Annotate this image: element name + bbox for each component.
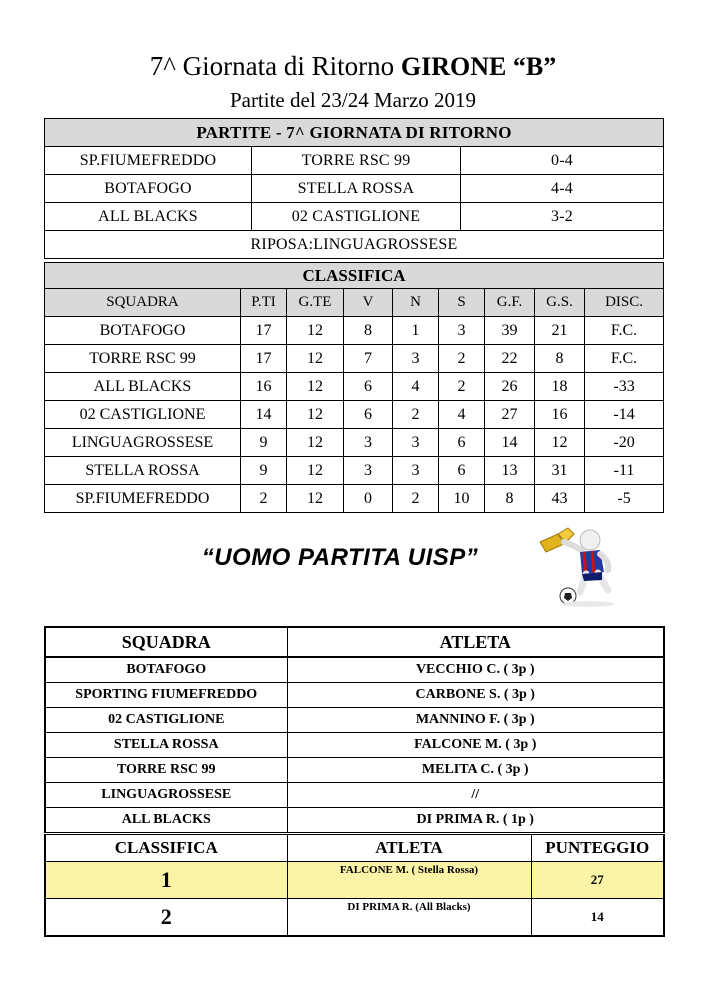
award-row xyxy=(45,657,664,683)
matches-heading: PARTITE - 7^ GIORNATA DI RITORNO xyxy=(45,119,664,147)
standings-cell: 4 xyxy=(393,373,439,401)
standings-cell: 10 xyxy=(439,485,485,513)
ranking-col-rank: CLASSIFICA xyxy=(45,835,287,862)
ranking-col-score: PUNTEGGIO xyxy=(531,835,664,862)
standings-cell: 12 xyxy=(287,373,344,401)
award-team: BOTAFOGO xyxy=(45,657,287,683)
award-player: FALCONE M. ( 3p ) xyxy=(287,733,664,758)
match-home: ALL BLACKS xyxy=(45,203,252,231)
match-home: SP.FIUMEFREDDO xyxy=(45,147,252,175)
award-ranking-table xyxy=(44,834,665,937)
page-title xyxy=(0,50,706,83)
standings-cell: 2 xyxy=(393,485,439,513)
standings-cell: 12 xyxy=(287,317,344,345)
standings-col-header: V xyxy=(344,289,393,317)
standings-cell: 3 xyxy=(393,429,439,457)
standings-cell: 13 xyxy=(485,457,535,485)
standings-cell: -33 xyxy=(585,373,664,401)
standings-row xyxy=(45,317,664,345)
standings-cell: 2 xyxy=(439,345,485,373)
standings-cell: 21 xyxy=(535,317,585,345)
standings-col-header: G.F. xyxy=(485,289,535,317)
ranking-position: 2 xyxy=(45,899,287,937)
standings-cell: 39 xyxy=(485,317,535,345)
standings-cell: 8 xyxy=(535,345,585,373)
standings-row xyxy=(45,401,664,429)
matches-table xyxy=(44,118,664,259)
standings-row xyxy=(45,373,664,401)
match-row xyxy=(45,203,664,231)
standings-cell: 2 xyxy=(393,401,439,429)
standings-cell: 12 xyxy=(287,457,344,485)
standings-team: LINGUAGROSSESE xyxy=(45,429,241,457)
standings-col-header: N xyxy=(393,289,439,317)
ranking-row xyxy=(45,862,664,899)
ranking-score: 14 xyxy=(531,899,664,937)
match-away: 02 CASTIGLIONE xyxy=(252,203,461,231)
standings-cell: 6 xyxy=(344,401,393,429)
standings-cell: -14 xyxy=(585,401,664,429)
standings-team: SP.FIUMEFREDDO xyxy=(45,485,241,513)
award-col-team: SQUADRA xyxy=(45,627,287,657)
standings-cell: 8 xyxy=(485,485,535,513)
standings-cell: 27 xyxy=(485,401,535,429)
standings-cell: 6 xyxy=(439,457,485,485)
standings-cell: 12 xyxy=(535,429,585,457)
standings-cell: 14 xyxy=(485,429,535,457)
standings-cell: 6 xyxy=(439,429,485,457)
award-row xyxy=(45,708,664,733)
standings-cell: 43 xyxy=(535,485,585,513)
standings-row xyxy=(45,457,664,485)
standings-cell: 6 xyxy=(344,373,393,401)
standings-cell: 16 xyxy=(535,401,585,429)
award-col-player: ATLETA xyxy=(287,627,664,657)
award-player: MANNINO F. ( 3p ) xyxy=(287,708,664,733)
standings-cell: -11 xyxy=(585,457,664,485)
award-player: // xyxy=(287,783,664,808)
standings-cell: 3 xyxy=(344,457,393,485)
standings-col-header: S xyxy=(439,289,485,317)
page-subtitle: Partite del 23/24 Marzo 2019 xyxy=(229,88,477,112)
standings-cell: 2 xyxy=(241,485,287,513)
award-team: 02 CASTIGLIONE xyxy=(45,708,287,733)
award-player: VECCHIO C. ( 3p ) xyxy=(287,657,664,683)
standings-row xyxy=(45,429,664,457)
standings-cell: 1 xyxy=(393,317,439,345)
standings-col-header: SQUADRA xyxy=(45,289,241,317)
standings-cell: 0 xyxy=(344,485,393,513)
standings-cell: 3 xyxy=(393,457,439,485)
standings-table xyxy=(44,262,664,513)
standings-team: BOTAFOGO xyxy=(45,317,241,345)
standings-heading: CLASSIFICA xyxy=(45,263,664,289)
award-table xyxy=(44,626,665,833)
award-row xyxy=(45,783,664,808)
standings-col-header: P.TI xyxy=(241,289,287,317)
rest-team: RIPOSA:LINGUAGROSSESE xyxy=(45,231,664,259)
match-away: STELLA ROSSA xyxy=(252,175,461,203)
award-player: CARBONE S. ( 3p ) xyxy=(287,683,664,708)
award-row xyxy=(45,758,664,783)
match-away: TORRE RSC 99 xyxy=(252,147,461,175)
standings-cell: 14 xyxy=(241,401,287,429)
match-score: 4-4 xyxy=(461,175,664,203)
standings-row xyxy=(45,345,664,373)
standings-cell: 3 xyxy=(393,345,439,373)
award-team: LINGUAGROSSESE xyxy=(45,783,287,808)
standings-cell: 12 xyxy=(287,485,344,513)
award-title: “UOMO PARTITA UISP” xyxy=(201,544,479,571)
standings-cell: 16 xyxy=(241,373,287,401)
standings-cell: 12 xyxy=(287,429,344,457)
standings-cell: -20 xyxy=(585,429,664,457)
title-girone: GIRONE “B” xyxy=(400,52,557,81)
match-row xyxy=(45,175,664,203)
award-team: TORRE RSC 99 xyxy=(45,758,287,783)
standings-col-header: DISC. xyxy=(585,289,664,317)
ranking-position: 1 xyxy=(45,862,287,899)
award-row xyxy=(45,808,664,833)
match-score: 0-4 xyxy=(461,147,664,175)
standings-cell: -5 xyxy=(585,485,664,513)
award-team: STELLA ROSSA xyxy=(45,733,287,758)
standings-cell: 2 xyxy=(439,373,485,401)
standings-team: STELLA ROSSA xyxy=(45,457,241,485)
standings-cell: 31 xyxy=(535,457,585,485)
standings-cell: 18 xyxy=(535,373,585,401)
standings-cell: 3 xyxy=(344,429,393,457)
award-team: ALL BLACKS xyxy=(45,808,287,833)
standings-cell: 17 xyxy=(241,345,287,373)
standings-row xyxy=(45,485,664,513)
award-row xyxy=(45,683,664,708)
ranking-player: DI PRIMA R. (All Blacks) xyxy=(287,899,531,937)
standings-cell: 26 xyxy=(485,373,535,401)
match-home: BOTAFOGO xyxy=(45,175,252,203)
standings-cell: 3 xyxy=(439,317,485,345)
ranking-score: 27 xyxy=(531,862,664,899)
award-row xyxy=(45,733,664,758)
standings-cell: 9 xyxy=(241,457,287,485)
standings-team: TORRE RSC 99 xyxy=(45,345,241,373)
match-score: 3-2 xyxy=(461,203,664,231)
award-team: SPORTING FIUMEFREDDO xyxy=(45,683,287,708)
standings-cell: 4 xyxy=(439,401,485,429)
ranking-col-player: ATLETA xyxy=(287,835,531,862)
award-player: MELITA C. ( 3p ) xyxy=(287,758,664,783)
standings-cell: 12 xyxy=(287,401,344,429)
standings-cell: 9 xyxy=(241,429,287,457)
standings-cell: F.C. xyxy=(585,317,664,345)
standings-cell: 8 xyxy=(344,317,393,345)
standings-team: ALL BLACKS xyxy=(45,373,241,401)
award-player: DI PRIMA R. ( 1p ) xyxy=(287,808,664,833)
standings-cell: 12 xyxy=(287,345,344,373)
standings-col-header: G.TE xyxy=(287,289,344,317)
standings-cell: 22 xyxy=(485,345,535,373)
ranking-row xyxy=(45,899,664,937)
title-text: 7^ Giornata di Ritorno xyxy=(149,51,395,81)
ranking-player: FALCONE M. ( Stella Rossa) xyxy=(287,862,531,899)
standings-columns xyxy=(45,289,664,317)
soccer-mascot-icon xyxy=(528,518,628,608)
standings-team: 02 CASTIGLIONE xyxy=(45,401,241,429)
standings-col-header: G.S. xyxy=(535,289,585,317)
standings-cell: 17 xyxy=(241,317,287,345)
standings-cell: F.C. xyxy=(585,345,664,373)
standings-cell: 7 xyxy=(344,345,393,373)
match-row xyxy=(45,147,664,175)
